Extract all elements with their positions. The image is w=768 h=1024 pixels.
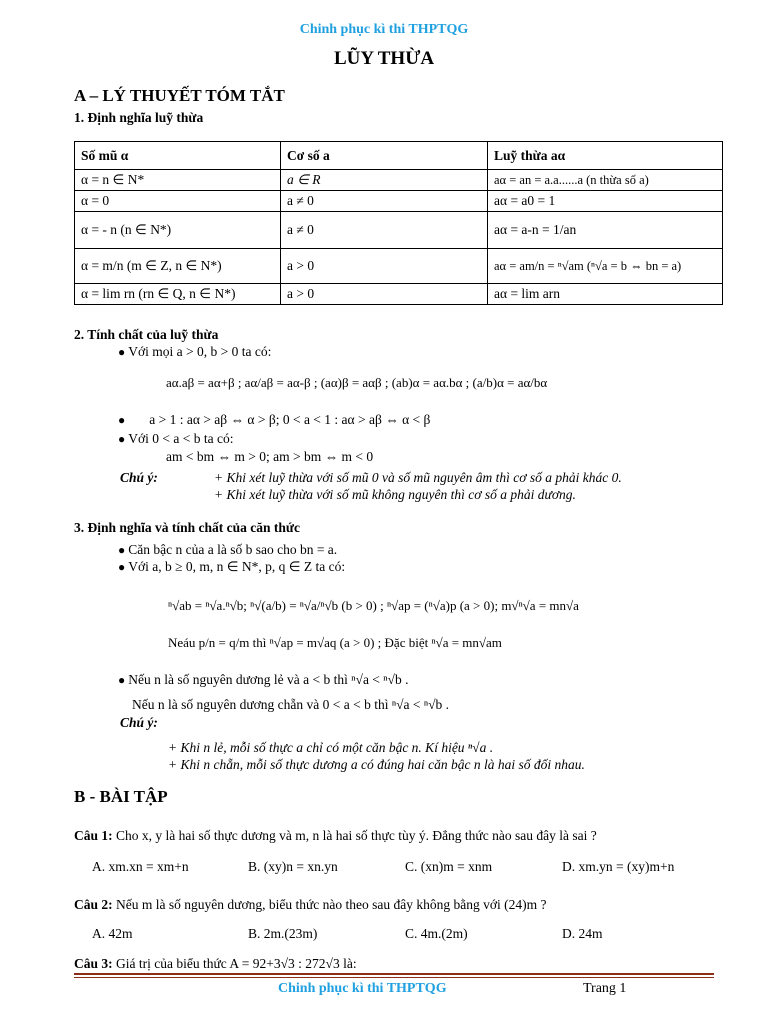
q1-opt-a[interactable]: A. xm.xn = xm+n (92, 859, 189, 874)
s2-bullet-3-text: Với 0 < a < b ta có: (128, 431, 234, 446)
q2-opt-d[interactable]: D. 24m (562, 926, 603, 941)
s3-heading: 3. Định nghĩa và tính chất của căn thức (74, 520, 301, 535)
s3-bullet-3 (118, 672, 408, 688)
cell-r4-c1: α = m/n (m ∈ Z, n ∈ N*) (75, 249, 281, 284)
s3-bullet-2 (118, 559, 345, 575)
s1-heading: 1. Định nghĩa luỹ thừa (74, 110, 204, 125)
s2-bullet-1-text: Với mọi a > 0, b > 0 ta có: (128, 344, 272, 359)
q1-opt-c[interactable]: C. (xn)m = xnm (405, 859, 493, 874)
s2-bullet-1 (118, 344, 271, 360)
th-power: Luỹ thừa aα (488, 142, 723, 170)
cell-r4-c3: aα = am/n = ⁿ√am (ⁿ√a = b ⇔ bn = a) (488, 249, 723, 284)
s3-bullet-1 (118, 542, 337, 558)
cell-r2-c2: a ≠ 0 (281, 191, 488, 212)
s3-bullet-3-text: Nếu n là số nguyên dương lẻ và a < b thì ⁿ√a < ⁿ√b . (128, 672, 409, 687)
page-number: Trang 1 (583, 981, 627, 996)
bullet-icon: ● (118, 432, 129, 446)
s2-heading: 2. Tính chất của luỹ thừa (74, 327, 219, 342)
power-definition-table (74, 141, 723, 305)
cell-r3-c2: a ≠ 0 (281, 212, 488, 249)
s3-bullet-1-text: Căn bậc n của a là số b sao cho bn = a. (128, 542, 338, 557)
q2-opt-b[interactable]: B. 2m.(23m) (248, 926, 318, 941)
bullet-icon: ● (118, 345, 129, 359)
s2-note-1: + Khi xét luỹ thừa với số mũ 0 và số mũ nguyên âm thì cơ số a phải khác 0. (214, 470, 622, 485)
cell-r3-c3: aα = a-n = 1/an (488, 212, 723, 249)
cell-r1-c2: a ∈ R (281, 170, 488, 191)
s2-formula-1: aα.aβ = aα+β ; aα/aβ = aα-β ; (aα)β = aαβ ; (ab)α = aα.bα ; (a/b)α = aα/bα (166, 375, 548, 390)
s3-note-2: + Khi n chẵn, mỗi số thực dương a có đúng hai căn bậc n là hai số đối nhau. (168, 757, 585, 772)
s2-bullet-3 (118, 431, 233, 447)
s3-formula-2: Neáu p/n = q/m thì ⁿ√ap = m√aq (a > 0) ; Đặc biệt ⁿ√a = mn√am (168, 635, 502, 650)
q3-text: Giá trị của biểu thức A = 92+3√3 : 272√3 là: (116, 956, 357, 971)
q1-label: Câu 1: (74, 828, 113, 843)
cell-r4-c2: a > 0 (281, 249, 488, 284)
page-footer: Chinh phục kì thi THPTQG (278, 981, 447, 996)
q2-opt-c[interactable]: C. 4m.(2m) (405, 926, 468, 941)
s3-note-1: + Khi n lẻ, mỗi số thực a chỉ có một căn bậc n. Kí hiệu ⁿ√a . (168, 740, 494, 755)
q2 (74, 897, 546, 913)
q1-opt-b[interactable]: B. (xy)n = xn.yn (248, 859, 338, 874)
cell-r5-c1: α = lim rn (rn ∈ Q, n ∈ N*) (75, 284, 281, 305)
bullet-icon: ● (118, 673, 129, 687)
bullet-icon: ● (118, 560, 129, 574)
bullet-icon: ● (118, 543, 129, 557)
th-exponent: Số mũ α (75, 142, 281, 170)
cell-r5-c2: a > 0 (281, 284, 488, 305)
q3-label: Câu 3: (74, 956, 113, 971)
q1 (74, 828, 597, 844)
q2-label: Câu 2: (74, 897, 113, 912)
footer-rule-thin (74, 977, 714, 978)
s2-note-label: Chú ý: (120, 470, 158, 485)
s3-formula-1: ⁿ√ab = ⁿ√a.ⁿ√b; ⁿ√(a/b) = ⁿ√a/ⁿ√b (b > 0) ; ⁿ√ap = (ⁿ√a)p (a > 0); m√ⁿ√a = mn√a (168, 598, 579, 613)
q1-opt-d[interactable]: D. xm.yn = (xy)m+n (562, 859, 675, 874)
s3-line-4: Nếu n là số nguyên dương chẵn và 0 < a < b thì ⁿ√a < ⁿ√b . (132, 697, 450, 712)
section-b-heading: B - BÀI TẬP (74, 787, 168, 806)
th-base: Cơ số a (281, 142, 488, 170)
q2-opt-a[interactable]: A. 42m (92, 926, 133, 941)
s3-bullet-2-text: Với a, b ≥ 0, m, n ∈ N*, p, q ∈ Z ta có: (128, 559, 346, 574)
cell-r3-c1: α = - n (n ∈ N*) (75, 212, 281, 249)
q1-text: Cho x, y là hai số thực dương và m, n là hai số thực tùy ý. Đẳng thức nào sau đây là sai ? (116, 828, 597, 843)
s2-bullet-2 (118, 412, 430, 428)
footer-rule (74, 973, 714, 975)
s2-note-2: + Khi xét luỹ thừa với số mũ không nguyên thì cơ số a phải dương. (214, 487, 576, 502)
q3 (74, 956, 357, 972)
s2-formula-2: a > 1 : aα > aβ ⇔ α > β; 0 < a < 1 : aα > aβ ⇔ α < β (149, 412, 431, 427)
cell-r5-c3: aα = lim arn (488, 284, 723, 305)
q2-text: Nếu m là số nguyên dương, biểu thức nào theo sau đây không bằng với (24)m ? (116, 897, 547, 912)
section-a-heading: A – LÝ THUYẾT TÓM TẮT (74, 86, 285, 105)
cell-r2-c1: α = 0 (75, 191, 281, 212)
cell-r1-c3: aα = an = a.a......a (n thừa số a) (488, 170, 723, 191)
bullet-icon: ● (118, 413, 150, 427)
cell-r1-c1: α = n ∈ N* (75, 170, 281, 191)
s3-note-label: Chú ý: (120, 715, 158, 730)
cell-r2-c3: aα = a0 = 1 (488, 191, 723, 212)
s2-formula-3: am < bm ⇔ m > 0; am > bm ⇔ m < 0 (166, 449, 374, 464)
page-title: LŨY THỪA (333, 48, 435, 69)
page-header: Chinh phục kì thi THPTQG (299, 22, 469, 37)
